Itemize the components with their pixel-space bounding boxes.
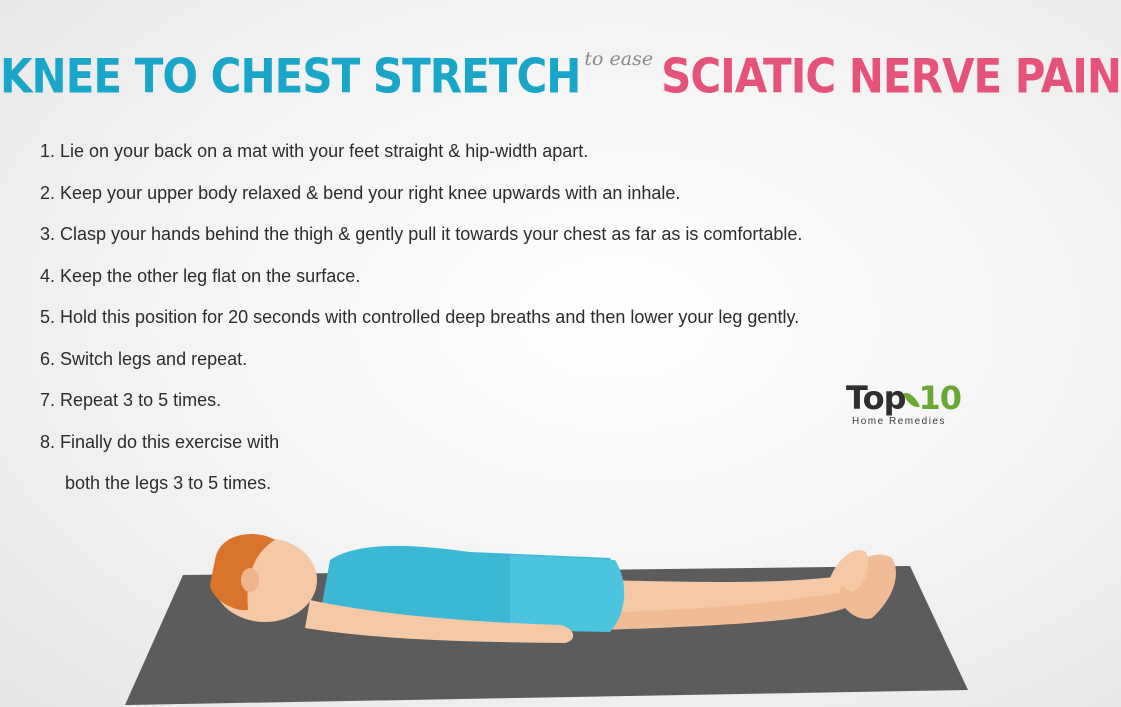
logo-subtitle: Home Remedies xyxy=(852,416,946,427)
logo-top-text: Top xyxy=(846,379,906,417)
step-8: 8. Finally do this exercise with xyxy=(40,431,280,452)
title-sciatic-nerve-pain: SCIATIC NERVE PAIN xyxy=(661,49,1121,104)
step-4: 4. Keep the other leg flat on the surface. xyxy=(40,265,361,286)
ear xyxy=(241,568,259,592)
step-5: 5. Hold this position for 20 seconds with controlled deep breaths and then lower your leg gently. xyxy=(40,307,800,327)
title-to-ease: to ease xyxy=(584,48,654,70)
shorts xyxy=(510,555,624,632)
step-8-continuation: both the legs 3 to 5 times. xyxy=(65,473,272,493)
step-2: 2. Keep your upper body relaxed & bend your right knee upwards with an inhale. xyxy=(40,182,681,203)
step-3: 3. Clasp your hands behind the thigh & gently pull it towards your chest as far as is comfortable. xyxy=(40,224,803,244)
title-knee-to-chest: KNEE TO CHEST STRETCH xyxy=(0,49,581,104)
logo-ten-text: 10 xyxy=(918,379,961,417)
step-7: 7. Repeat 3 to 5 times. xyxy=(40,390,222,410)
step-6: 6. Switch legs and repeat. xyxy=(40,348,248,369)
step-1: 1. Lie on your back on a mat with your feet straight & hip-width apart. xyxy=(40,141,589,161)
